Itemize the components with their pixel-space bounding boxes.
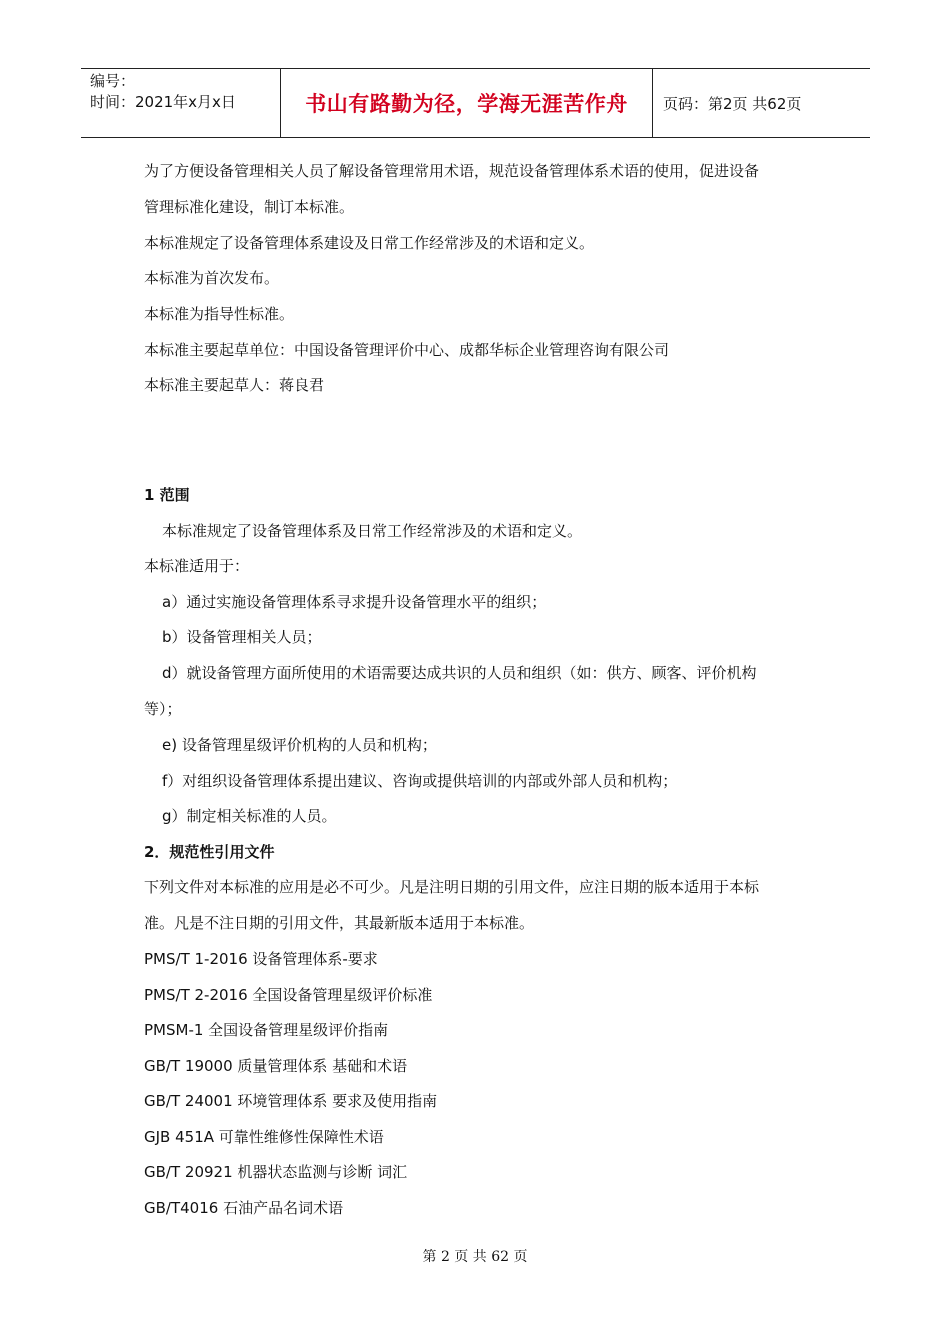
list-item-continuation: 等）； xyxy=(144,700,182,718)
body-line: 本标准为首次发布。 xyxy=(144,269,280,287)
body-line: 本标准适用于： xyxy=(144,557,250,575)
reference-item: GB/T 20921 机器状态监测与诊断 词汇 xyxy=(144,1163,408,1181)
body-line: 管理标准化建设，制订本标准。 xyxy=(144,198,355,216)
body-line: 本标准为指导性标准。 xyxy=(144,305,295,323)
header-meta xyxy=(81,69,281,137)
list-item: d）就设备管理方面所使用的术语需要达成共识的人员和组织（如：供方、顾客、评价机构 xyxy=(162,664,757,682)
body-line: 为了方便设备管理相关人员了解设备管理常用术语，规范设备管理体系术语的使用，促进设备 xyxy=(144,162,760,180)
header-motto: 书山有路勤为径，学海无涯苦作舟 xyxy=(305,92,628,116)
page-footer: 第 2 页 共 62 页 xyxy=(422,1249,528,1265)
header-page-info: 页码：第2页 共62页 xyxy=(663,94,802,113)
reference-item: GB/T 19000 质量管理体系 基础和术语 xyxy=(144,1057,408,1075)
page-header xyxy=(81,68,870,138)
header-motto-cell xyxy=(281,69,653,137)
list-item: e) 设备管理星级评价机构的人员和机构； xyxy=(162,736,437,754)
body-line: 下列文件对本标准的应用是必不可少。凡是注明日期的引用文件，应注日期的版本适用于本标 xyxy=(144,878,760,896)
list-item: f）对组织设备管理体系提出建议、咨询或提供培训的内部或外部人员和机构； xyxy=(162,772,678,790)
reference-item: GB/T4016 石油产品名词术语 xyxy=(144,1199,344,1217)
section-heading-scope: 1 范围 xyxy=(144,486,190,504)
body-line: 准。凡是不注日期的引用文件，其最新版本适用于本标准。 xyxy=(144,914,535,932)
reference-item: PMSM-1 全国设备管理星级评价指南 xyxy=(144,1021,389,1039)
reference-item: GB/T 24001 环境管理体系 要求及使用指南 xyxy=(144,1092,438,1110)
body-line: 本标准主要起草单位：中国设备管理评价中心、成都华标企业管理咨询有限公司 xyxy=(144,341,670,359)
document-number-label: 编号： xyxy=(90,72,136,90)
body-line: 本标准主要起草人：蒋良君 xyxy=(144,376,325,394)
list-item: b）设备管理相关人员； xyxy=(162,628,322,646)
reference-item: PMS/T 1-2016 设备管理体系-要求 xyxy=(144,950,378,968)
document-time: 时间：2021年x月x日 xyxy=(90,93,236,111)
section-heading-references: 2．规范性引用文件 xyxy=(144,843,275,861)
body-line: 本标准规定了设备管理体系及日常工作经常涉及的术语和定义。 xyxy=(162,522,583,540)
list-item: g）制定相关标准的人员。 xyxy=(162,807,337,825)
header-page-info-cell xyxy=(653,69,870,137)
list-item: a）通过实施设备管理体系寻求提升设备管理水平的组织； xyxy=(162,593,547,611)
reference-item: PMS/T 2-2016 全国设备管理星级评价标准 xyxy=(144,986,433,1004)
body-line: 本标准规定了设备管理体系建设及日常工作经常涉及的术语和定义。 xyxy=(144,234,595,252)
reference-item: GJB 451A 可靠性维修性保障性术语 xyxy=(144,1128,384,1146)
